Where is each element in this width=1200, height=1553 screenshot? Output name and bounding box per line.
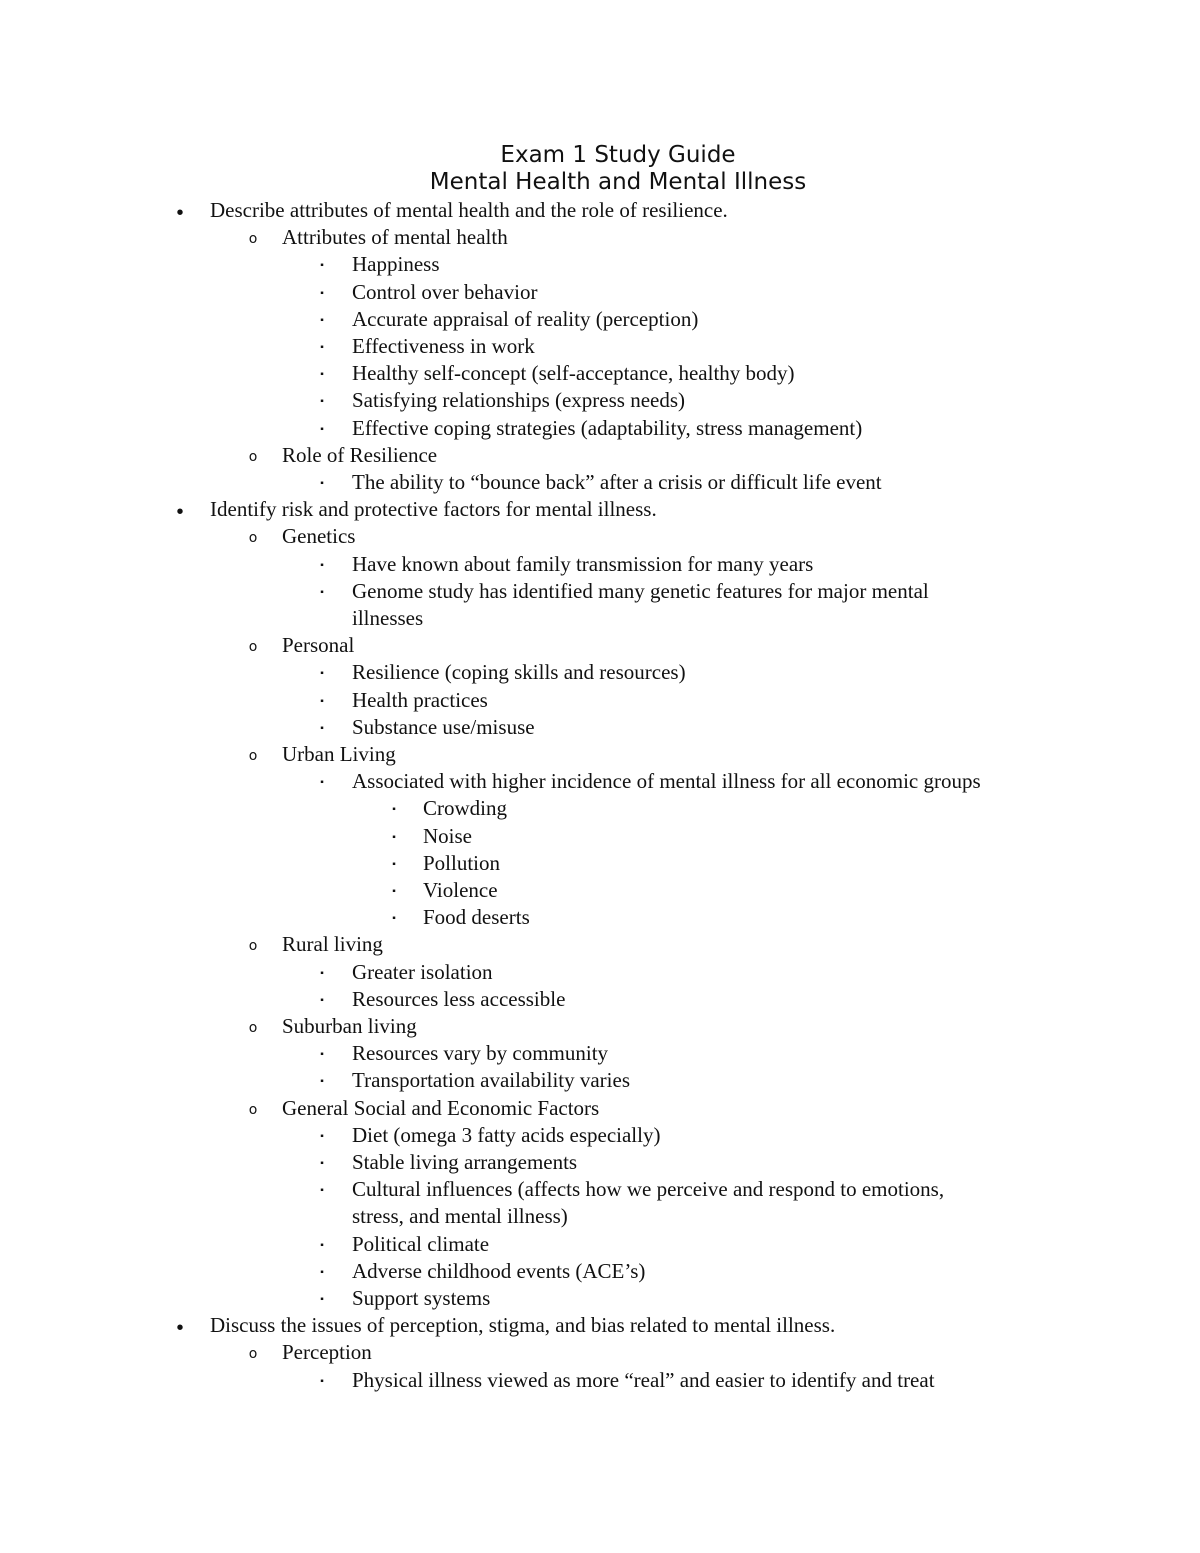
bullet-marker: ▪ <box>320 1185 324 1197</box>
bullet-marker: • <box>176 1317 184 1340</box>
outline-item-level-2: Effective coping strategies (adaptability, stress management) <box>352 415 863 440</box>
outline-item-level-1: Genetics <box>282 524 356 549</box>
outline-item-level-2: Control over behavior <box>352 279 538 304</box>
bullet-marker: o <box>248 1346 258 1363</box>
outline-item-level-2: The ability to “bounce back” after a crisis or difficult life event <box>352 470 882 494</box>
bullet-marker: ▪ <box>320 722 324 734</box>
bullet-marker: • <box>176 501 184 524</box>
bullet-marker: ▪ <box>320 1158 324 1169</box>
outline-item-level-1: Perception <box>282 1340 372 1365</box>
outline-item-level-2: Transportation availability varies <box>352 1068 631 1093</box>
bullet-marker: ▪ <box>320 342 324 353</box>
bullet-marker: ▪ <box>392 913 396 925</box>
outline-item-level-3: Food deserts <box>423 905 530 930</box>
outline-item-level-2: stress, and mental illness) <box>352 1204 568 1229</box>
outline-item-level-2: Satisfying relationships (express needs) <box>352 388 686 413</box>
bullet-marker: o <box>248 448 258 465</box>
bullet-marker: ▪ <box>320 967 324 979</box>
bullet-marker: ▪ <box>392 831 396 843</box>
bullet-marker: ▪ <box>320 314 324 326</box>
bullet-marker: o <box>248 639 258 656</box>
outline-item-level-2: Genome study has identified many genetic features for major mental <box>352 578 929 603</box>
outline-item-level-2: Resources less accessible <box>352 986 566 1011</box>
bullet-marker: o <box>248 1101 258 1118</box>
bullet-marker: ▪ <box>320 396 324 408</box>
bullet-marker: ▪ <box>320 777 324 789</box>
outline-item-level-2: Diet (omega 3 fatty acids especially) <box>352 1122 661 1147</box>
bullet-marker: ▪ <box>320 1294 324 1305</box>
outline-item-level-1: Role of Resilience <box>282 442 438 467</box>
outline-item-level-2: Adverse childhood events (ACE’s) <box>352 1258 646 1283</box>
bullet-marker: ▪ <box>320 1375 324 1387</box>
bullet-marker: ▪ <box>320 695 324 707</box>
bullet-marker: ▪ <box>392 804 396 816</box>
outline-item-level-2: Cultural influences (affects how we perceive and respond to emotions, <box>352 1177 945 1202</box>
bullet-marker: • <box>176 202 184 224</box>
bullet-marker: o <box>248 1020 258 1036</box>
bullet-marker: ▪ <box>320 478 324 489</box>
outline-item-level-3: Noise <box>423 823 472 848</box>
outline-item-level-2: Greater isolation <box>352 959 493 984</box>
bullet-marker: ▪ <box>320 586 324 598</box>
outline-item-level-2: Effectiveness in work <box>352 334 535 358</box>
outline-item-level-3: Pollution <box>423 850 501 875</box>
outline-item-level-1: Urban Living <box>282 742 396 766</box>
bullet-marker: ▪ <box>320 423 324 435</box>
bullet-marker: o <box>248 748 258 764</box>
bullet-marker: ▪ <box>392 886 396 897</box>
outline-item-level-2: illnesses <box>352 606 424 630</box>
outline-item-level-2: Healthy self-concept (self-acceptance, healthy body) <box>352 361 795 386</box>
outline-item-level-0: Discuss the issues of perception, stigma, and bias related to mental illness. <box>210 1313 836 1338</box>
outline-item-level-0: Describe attributes of mental health and the role of resilience. <box>210 198 728 222</box>
bullet-marker: o <box>248 530 258 547</box>
outline-item-level-2: Associated with higher incidence of mental illness for all economic groups <box>352 769 981 794</box>
outline-item-level-2: Political climate <box>352 1231 490 1256</box>
page-subtitle: Mental Health and Mental Illness <box>429 169 807 195</box>
bullet-marker: ▪ <box>320 369 324 381</box>
bullet-marker: ▪ <box>320 1049 324 1061</box>
outline-item-level-3: Violence <box>423 878 498 902</box>
bullet-marker: o <box>248 231 258 248</box>
outline-item-level-2: Happiness <box>352 252 440 277</box>
outline-item-level-0: Identify risk and protective factors for mental illness. <box>210 497 657 522</box>
outline-item-level-2: Health practices <box>352 687 488 712</box>
outline-item-level-2: Accurate appraisal of reality (perception) <box>352 306 699 331</box>
outline-item-level-2: Resources vary by community <box>352 1041 609 1066</box>
outline-item-level-1: Rural living <box>282 932 383 957</box>
bullet-marker: ▪ <box>320 1239 324 1251</box>
bullet-marker: ▪ <box>320 287 324 299</box>
bullet-marker: o <box>248 938 258 955</box>
bullet-marker: ▪ <box>392 858 396 870</box>
bullet-marker: ▪ <box>320 1266 324 1278</box>
outline-item-level-1: General Social and Economic Factors <box>282 1095 600 1120</box>
outline-item-level-2: Stable living arrangements <box>352 1150 578 1174</box>
outline-item-level-2: Have known about family transmission for many years <box>352 551 814 576</box>
outline-item-level-1: Personal <box>282 633 355 658</box>
outline-item-level-2: Support systems <box>352 1286 491 1310</box>
bullet-marker: ▪ <box>320 994 324 1006</box>
page-title: Exam 1 Study Guide <box>500 142 736 168</box>
outline-item-level-1: Suburban living <box>282 1014 417 1038</box>
bullet-marker: ▪ <box>320 1130 324 1142</box>
bullet-marker: ▪ <box>320 668 324 680</box>
outline-item-level-2: Physical illness viewed as more “real” and easier to identify and treat <box>352 1367 935 1392</box>
outline-item-level-2: Substance use/misuse <box>352 714 535 739</box>
outline-item-level-2: Resilience (coping skills and resources) <box>352 660 686 685</box>
outline-item-level-1: Attributes of mental health <box>282 225 508 250</box>
bullet-marker: ▪ <box>320 559 324 571</box>
bullet-marker: ▪ <box>320 260 324 272</box>
outline-item-level-3: Crowding <box>423 796 507 821</box>
bullet-marker: ▪ <box>320 1076 324 1088</box>
